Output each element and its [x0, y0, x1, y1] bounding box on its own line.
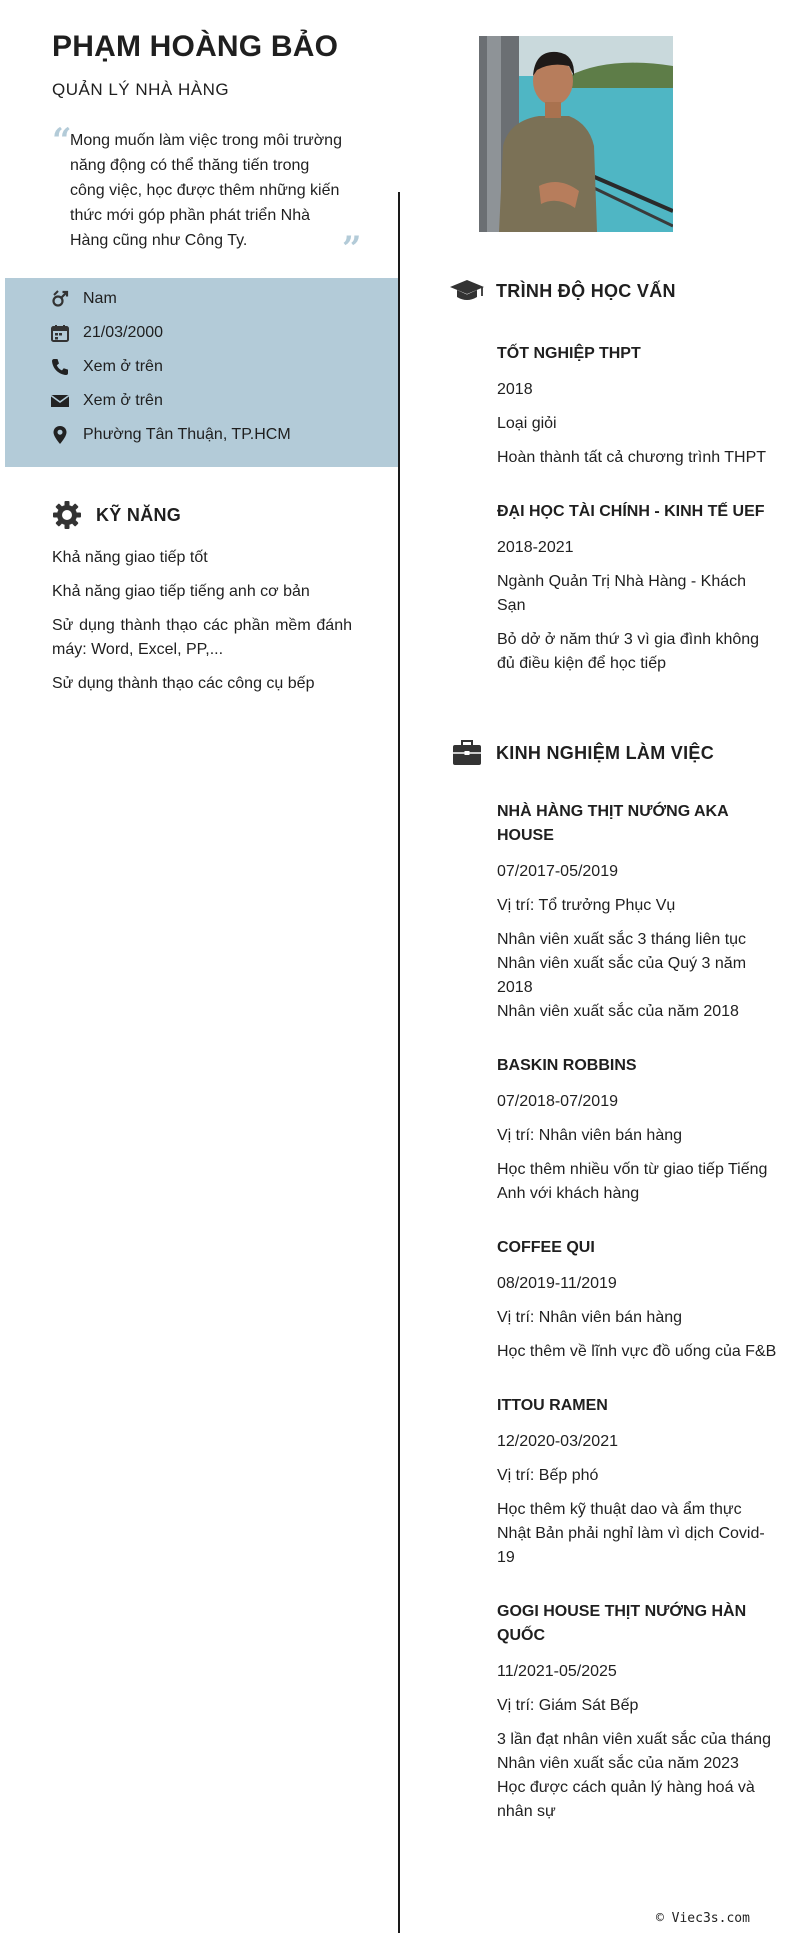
- education-detail: Loại giỏi: [497, 415, 557, 432]
- contact-gender-text: Nam: [83, 290, 117, 307]
- achievement: Học thêm nhiều vốn từ giao tiếp Tiếng Anh với khách hàng: [497, 1161, 768, 1202]
- objective-quote: [52, 121, 362, 269]
- job-position: Vị trí: Giám Sát Bếp: [497, 1697, 639, 1714]
- contact-gender: [49, 287, 117, 311]
- column-divider: [398, 192, 400, 1933]
- skills-heading-text: KỸ NĂNG: [96, 504, 182, 525]
- employment-period: 08/2019-11/2019: [497, 1275, 617, 1292]
- education-heading-text: TRÌNH ĐỘ HỌC VẤN: [496, 280, 676, 301]
- experience-entry: [497, 1054, 777, 1206]
- experience-entry: [497, 1600, 777, 1824]
- employment-period: 07/2017-05/2019: [497, 863, 618, 880]
- candidate-name: PHẠM HOÀNG BẢO: [52, 30, 339, 63]
- email-icon: [49, 390, 71, 412]
- achievement: Nhân viên xuất sắc của năm 2023: [497, 1755, 739, 1772]
- experience-entry: [497, 1394, 777, 1570]
- experience-list: [497, 800, 777, 1854]
- education-title: TỐT NGHIỆP THPT: [497, 345, 641, 362]
- phone-icon: [49, 356, 71, 378]
- objective-text: Mong muốn làm việc trong môi trường năng động có thể thăng tiến trong công việc, học được thêm những kiến thức mới góp phần phát triển Nhà Hàng cũng như Công Ty.: [70, 132, 342, 249]
- contact-address: [49, 423, 291, 447]
- education-period: 2018-2021: [497, 539, 574, 556]
- experience-heading-text: KINH NGHIỆM LÀM VIỆC: [496, 742, 715, 763]
- company-name: BASKIN ROBBINS: [497, 1057, 637, 1074]
- contact-panel: [5, 278, 398, 467]
- achievement: 3 lần đạt nhân viên xuất sắc của tháng: [497, 1731, 771, 1748]
- education-list: [497, 342, 777, 706]
- contact-address-text: Phường Tân Thuận, TP.HCM: [83, 426, 291, 443]
- company-name: GOGI HOUSE THỊT NƯỚNG HÀN QUỐC: [497, 1603, 747, 1644]
- education-detail: Hoàn thành tất cả chương trình THPT: [497, 449, 767, 466]
- employment-period: 12/2020-03/2021: [497, 1433, 618, 1450]
- achievement: Nhân viên xuất sắc của Quý 3 năm 2018: [497, 955, 747, 996]
- contact-email-text: Xem ở trên: [83, 392, 163, 409]
- gender-icon: [49, 288, 71, 310]
- contact-phone: [49, 355, 163, 379]
- experience-heading: [448, 738, 714, 768]
- open-quote-icon: “: [52, 121, 72, 161]
- achievement: Học được cách quản lý hàng hoá và nhân sự: [497, 1779, 755, 1820]
- achievement: Nhân viên xuất sắc 3 tháng liên tục: [497, 931, 747, 948]
- graduation-cap-icon: [448, 276, 486, 306]
- job-position: Vị trí: Nhân viên bán hàng: [497, 1309, 683, 1326]
- job-position: Vị trí: Bếp phó: [497, 1467, 599, 1484]
- contact-birthday-text: 21/03/2000: [83, 324, 164, 341]
- education-period: 2018: [497, 381, 533, 398]
- education-entry: [497, 500, 777, 676]
- company-name: ITTOU RAMEN: [497, 1397, 608, 1414]
- calendar-icon: [49, 322, 71, 344]
- contact-birthday: [49, 321, 163, 345]
- education-entry: [497, 342, 777, 470]
- employment-period: 07/2018-07/2019: [497, 1093, 618, 1110]
- skills-heading: [48, 500, 181, 530]
- close-quote-icon: ”: [342, 229, 362, 269]
- skill-item: Khả năng giao tiếp tiếng anh cơ bản: [52, 583, 310, 600]
- gear-icon: [48, 500, 86, 530]
- skills-list: [52, 546, 352, 706]
- profile-photo: [479, 36, 673, 232]
- job-position: Vị trí: Nhân viên bán hàng: [497, 1127, 683, 1144]
- company-name: COFFEE QUI: [497, 1239, 595, 1256]
- achievement: Nhân viên xuất sắc của năm 2018: [497, 1003, 739, 1020]
- achievement: Học thêm về lĩnh vực đồ uống của F&B: [497, 1343, 777, 1360]
- job-position: Vị trí: Tổ trưởng Phục Vụ: [497, 897, 676, 914]
- candidate-title: QUẢN LÝ NHÀ HÀNG: [52, 80, 230, 99]
- location-icon: [49, 424, 71, 446]
- skill-item: Sử dụng thành thạo các phần mềm đánh máy: Word, Excel, PP,...: [52, 617, 352, 658]
- skill-item: Khả năng giao tiếp tốt: [52, 549, 208, 566]
- watermark: © Viec3s.com: [656, 1911, 750, 1926]
- company-name: NHÀ HÀNG THỊT NƯỚNG AKA HOUSE: [497, 803, 729, 844]
- skill-item: Sử dụng thành thạo các công cụ bếp: [52, 675, 315, 692]
- education-detail: Bỏ dở ở năm thứ 3 vì gia đình không đủ điều kiện để học tiếp: [497, 631, 760, 672]
- contact-phone-text: Xem ở trên: [83, 358, 163, 375]
- briefcase-icon: [448, 738, 486, 768]
- employment-period: 11/2021-05/2025: [497, 1663, 617, 1680]
- contact-email: [49, 389, 163, 413]
- achievement: Học thêm kỹ thuật dao và ẩm thực Nhật Bản phải nghỉ làm vì dịch Covid-19: [497, 1501, 765, 1566]
- education-detail: Ngành Quản Trị Nhà Hàng - Khách Sạn: [497, 573, 747, 614]
- experience-entry: [497, 1236, 777, 1364]
- education-heading: [448, 276, 676, 306]
- experience-entry: [497, 800, 777, 1024]
- education-title: ĐẠI HỌC TÀI CHÍNH - KINH TẾ UEF: [497, 503, 765, 520]
